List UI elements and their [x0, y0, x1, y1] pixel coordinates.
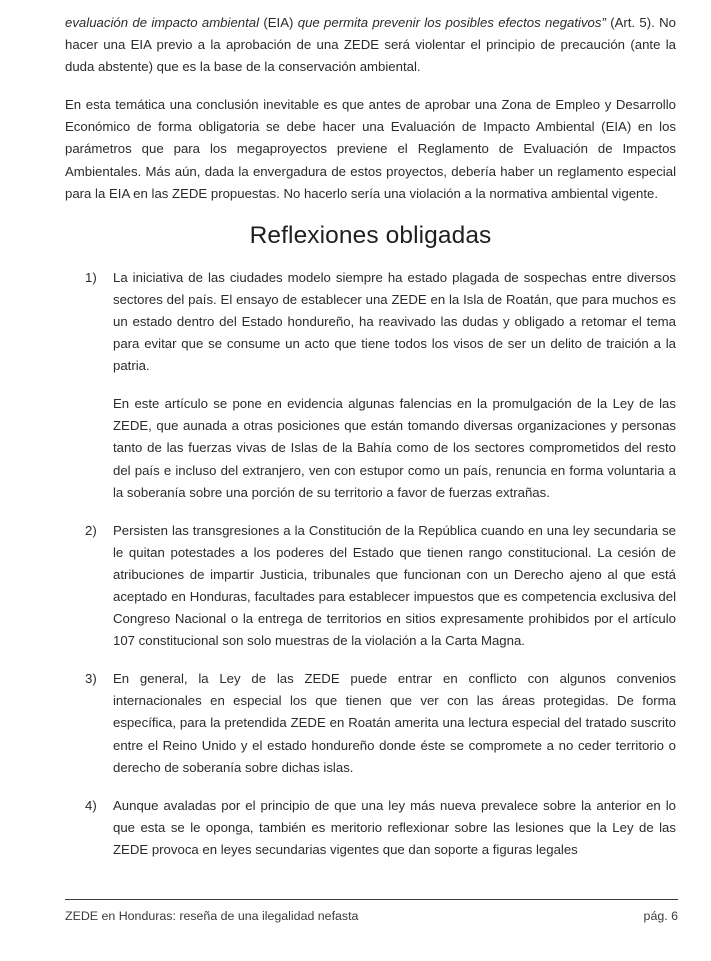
footer-page-number: pág. 6: [643, 909, 678, 923]
list-item: [65, 668, 676, 778]
paragraph-italic-lead: evaluación de impacto ambiental: [65, 15, 260, 30]
paragraph-italic-quote: que permita prevenir los posibles efectos negativos”: [297, 15, 606, 30]
paragraph-conclusion: En esta temática una conclusión inevitable es que antes de aprobar una Zona de Empleo y Desarrollo Económico de forma obligatoria se debe hacer una Evaluación de Impacto Ambiental (EIA) en los parámetros que para los megaproyectos previene el Reglamento de Evaluación de Impactos Ambientales. Más aún, dada la envergadura de estos proyectos, debería haber un reglamento especial para la EIA en las ZEDE propuestas. No hacerlo sería una violación a la normativa ambiental vigente.: [65, 97, 676, 201]
list-item: [65, 795, 676, 861]
page-footer: [65, 899, 678, 924]
list-item: [65, 267, 676, 504]
reflections-list: [65, 267, 676, 861]
list-item-paragraph: La iniciativa de las ciudades modelo siempre ha estado plagada de sospechas entre diversos sectores del país. El ensayo de establecer una ZEDE en la Isla de Roatán, que para muchos es un estado dentro del Estado hondureño, ha reavivado las dudas y obligado a retomar el tema para evitar que se consume un acto que tiene todos los visos de ser un delito de traición a la patria.: [113, 269, 676, 374]
list-item-marker: 3): [85, 671, 97, 687]
paragraph-continuation: [65, 12, 676, 78]
document-body: [65, 12, 676, 861]
list-item-paragraph: Aunque avaladas por el principio de que una ley más nueva prevalece sobre la anterior en lo que esta se le oponga, también es meritorio reflexionar sobre las lesiones que la Ley de las ZEDE provoca en leyes secundarias vigentes que dan soporte a figuras legales: [113, 797, 676, 857]
footer-document-title: ZEDE en Honduras: reseña de una ilegalidad nefasta: [65, 909, 359, 923]
section-heading: Reflexiones obligadas: [249, 221, 492, 249]
list-item-marker: 4): [85, 797, 97, 813]
paragraph-plain-mid: (EIA): [259, 15, 298, 30]
list-item: [65, 520, 676, 653]
paragraph-plain-rest: (Art. 5). No hacer una EIA previo a la aprobación de una ZEDE será violentar el principio de precaución (ante la duda abstente) que es la base de la conservación ambiental.: [65, 15, 676, 75]
list-item-marker: 2): [85, 522, 97, 538]
list-item-paragraph: En general, la Ley de las ZEDE puede entrar en conflicto con algunos convenios internacionales en especial los que tienen que ver con las áreas protegidas. De forma específica, para la pretendida ZEDE en Roatán amerita una lectura especial del tratado suscrito entre el Reino Unido y el estado hondureño donde éste se compromete a no ceder territorio o derecho de soberanía sobre dichas islas.: [113, 671, 676, 775]
list-item-marker: 1): [85, 269, 97, 285]
list-item-paragraph: En este artículo se pone en evidencia algunas falencias en la promulgación de la Ley de las ZEDE, que aunada a otras posiciones que están tomando diversas organizaciones y personas tanto de las fuerzas vivas de Islas de la Bahía como de los sectores comprometidos del resto del país e incluso del extranjero, ven con estupor como un país, renuncia en forma voluntaria a la soberanía sobre una porción de su territorio a favor de fuerzas extrañas.: [113, 396, 676, 500]
list-item-paragraph: Persisten las transgresiones a la Constitución de la República cuando en una ley secundaria se le quitan potestades a los poderes del Estado que tienen rango constitucional. La cesión de atribuciones de impartir Justicia, tribunales que funcionan con un Derecho ajeno al que está aceptado en Honduras, facultades para establecer impuestos que es competencia exclusiva del Congreso Nacional o la entrega de territorios en sitios expresamente prohibidos por el artículo 107 constitucional son solo muestras de la violación a la Carta Magna.: [113, 522, 676, 649]
